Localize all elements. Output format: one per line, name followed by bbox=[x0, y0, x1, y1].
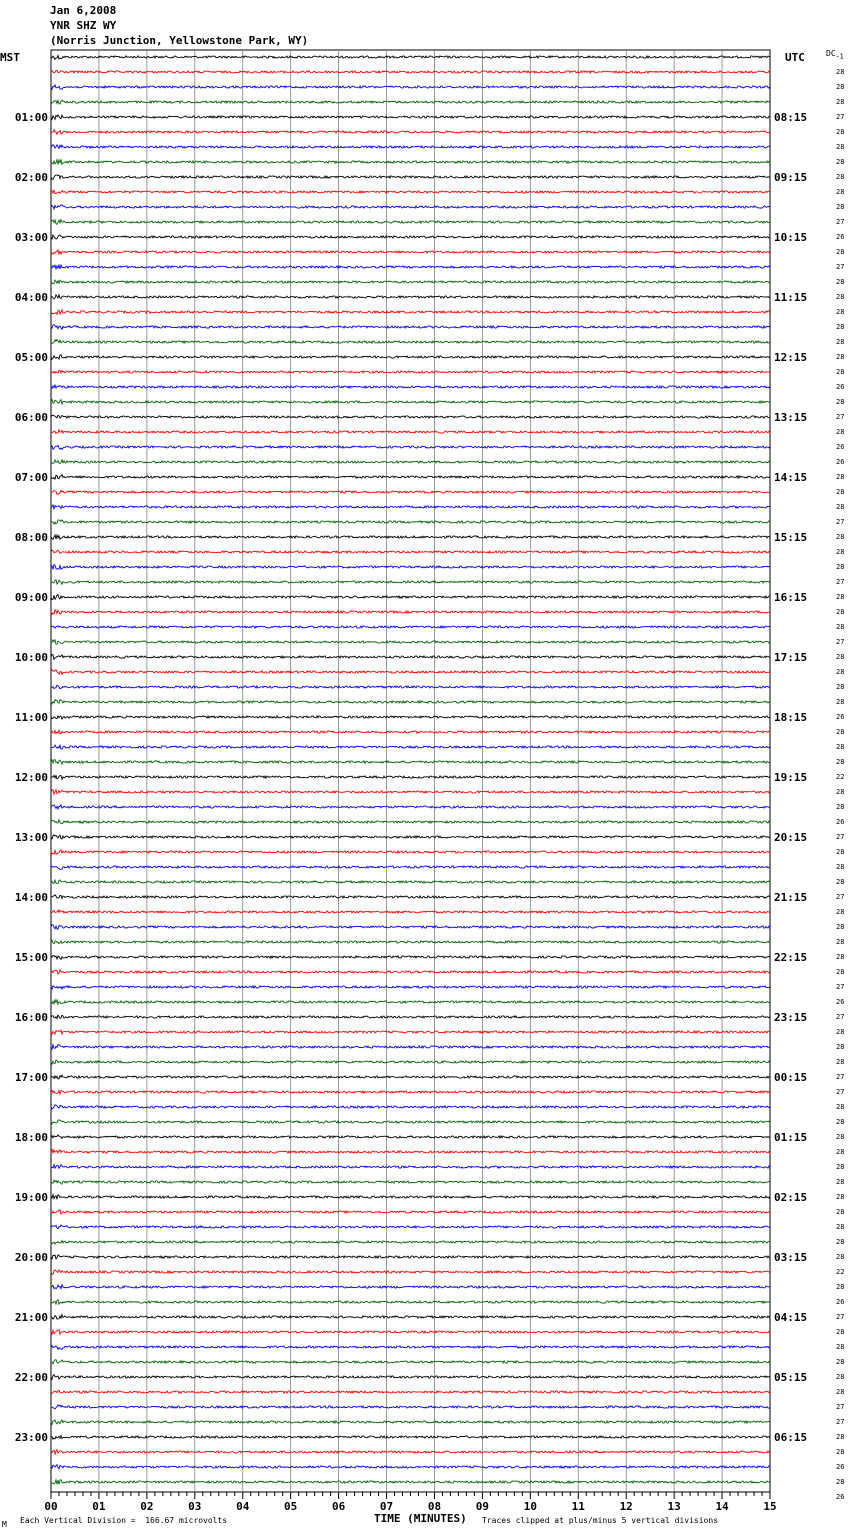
seismic-trace bbox=[51, 70, 770, 73]
right-hour-label: 04:15 bbox=[774, 1311, 808, 1324]
dc-offset-value: 26 bbox=[836, 1493, 845, 1501]
dc-offset-value: 28 bbox=[836, 173, 845, 181]
dc-offset-value: 28 bbox=[836, 278, 845, 286]
left-hour-label: 14:00 bbox=[14, 891, 48, 904]
dc-offset-value: 28 bbox=[836, 758, 845, 766]
seismic-trace bbox=[51, 115, 770, 119]
dc-offset-value: 28 bbox=[836, 128, 845, 136]
seismic-trace bbox=[51, 190, 770, 193]
x-tick-label: 08 bbox=[427, 1500, 442, 1513]
station-code: YNR SHZ WY bbox=[50, 19, 117, 32]
dc-offset-value: 26 bbox=[836, 818, 845, 826]
dc-offset-value: 28 bbox=[836, 68, 845, 76]
dc-offset-value: 28 bbox=[836, 1118, 845, 1126]
dc-offset-value: 28 bbox=[836, 398, 845, 406]
seismic-trace bbox=[51, 1480, 770, 1484]
right-hour-label: 06:15 bbox=[774, 1431, 808, 1444]
seismic-trace bbox=[51, 355, 770, 360]
seismic-trace bbox=[51, 1045, 770, 1049]
dc-offset-value: 27 bbox=[836, 893, 845, 901]
dc-offset-value: 28 bbox=[836, 188, 845, 196]
dc-offset-value: 27 bbox=[836, 263, 845, 271]
seismic-trace bbox=[51, 250, 770, 254]
dc-offset-value: 28 bbox=[836, 1043, 845, 1051]
dc-offset-value: 28 bbox=[836, 533, 845, 541]
dc-offset-value: 28 bbox=[836, 953, 845, 961]
seismic-trace bbox=[51, 895, 770, 899]
seismic-trace bbox=[51, 535, 770, 539]
seismic-trace bbox=[51, 700, 770, 704]
x-tick-label: 00 bbox=[44, 1500, 58, 1513]
seismic-trace bbox=[51, 100, 770, 104]
right-hour-label: 12:15 bbox=[774, 351, 808, 364]
left-hour-label: 12:00 bbox=[14, 771, 48, 784]
left-hour-label: 21:00 bbox=[14, 1311, 48, 1324]
dc-offset-value: 28 bbox=[836, 1103, 845, 1111]
seismic-trace bbox=[51, 310, 770, 315]
left-hour-label: 09:00 bbox=[14, 591, 48, 604]
seismic-trace bbox=[51, 610, 770, 615]
seismic-trace bbox=[51, 1390, 770, 1393]
x-tick-label: 02 bbox=[140, 1500, 154, 1513]
right-hour-label: 23:15 bbox=[774, 1011, 808, 1024]
x-tick-label: 07 bbox=[379, 1500, 394, 1513]
left-hour-label: 13:00 bbox=[14, 831, 48, 844]
seismic-trace bbox=[51, 626, 770, 628]
dc-offset-value: 28 bbox=[836, 698, 845, 706]
seismic-trace bbox=[51, 910, 770, 913]
seismic-trace bbox=[51, 940, 770, 943]
left-hour-label: 04:00 bbox=[14, 291, 48, 304]
seismic-trace bbox=[51, 595, 770, 600]
left-hour-label: 06:00 bbox=[14, 411, 48, 424]
dc-offset-value: 28 bbox=[836, 1433, 845, 1441]
x-tick-label: 09 bbox=[475, 1500, 490, 1513]
scale-text: Each Vertical Division = 166.67 microvolts bbox=[20, 1516, 228, 1525]
dc-offset-value: 28 bbox=[836, 1448, 845, 1456]
right-hour-label: 13:15 bbox=[774, 411, 808, 424]
dc-offset-value: 27 bbox=[836, 983, 845, 991]
left-hour-label: 18:00 bbox=[14, 1131, 48, 1144]
x-tick-label: 05 bbox=[284, 1500, 298, 1513]
dc-offset-value: 28 bbox=[836, 353, 845, 361]
dc-offset-value: 28 bbox=[836, 863, 845, 871]
dc-offset-value: 26 bbox=[836, 998, 845, 1006]
right-hour-label: 09:15 bbox=[774, 171, 808, 184]
dc-offset-value: 26 bbox=[836, 1463, 845, 1471]
dc-offset-value: 26 bbox=[836, 713, 845, 721]
right-hour-label: 01:15 bbox=[774, 1131, 808, 1144]
seismic-trace bbox=[51, 1195, 770, 1200]
seismic-trace bbox=[51, 1241, 770, 1245]
right-hour-label: 17:15 bbox=[774, 651, 808, 664]
right-hour-label: 05:15 bbox=[774, 1371, 808, 1384]
seismic-trace bbox=[51, 1015, 770, 1018]
seismic-trace bbox=[51, 400, 770, 405]
seismic-trace bbox=[51, 1090, 770, 1094]
dc-offset-value: 28 bbox=[836, 848, 845, 856]
station-location: (Norris Junction, Yellowstone Park, WY) bbox=[50, 34, 309, 47]
seismic-trace bbox=[51, 445, 770, 449]
seismic-trace bbox=[51, 925, 770, 930]
seismic-trace bbox=[51, 1346, 770, 1350]
seismic-trace bbox=[51, 1450, 770, 1454]
seismic-trace bbox=[51, 1180, 770, 1184]
seismic-trace bbox=[51, 1420, 770, 1424]
seismic-trace bbox=[51, 175, 770, 179]
dc-offset-value: 27 bbox=[836, 113, 845, 121]
seismic-trace bbox=[51, 866, 770, 870]
dc-offset-value: 27 bbox=[836, 1313, 845, 1321]
seismic-trace bbox=[51, 880, 770, 884]
right-timezone-label: UTC bbox=[785, 51, 805, 64]
seismic-trace bbox=[51, 1315, 770, 1320]
dc-offset-value: 27 bbox=[836, 1088, 845, 1096]
x-tick-label: 10 bbox=[523, 1500, 537, 1513]
seismic-trace bbox=[51, 550, 770, 553]
seismic-trace bbox=[51, 1270, 770, 1274]
seismic-trace bbox=[51, 790, 770, 794]
seismic-trace bbox=[51, 280, 770, 284]
seismic-trace bbox=[51, 986, 770, 989]
left-hour-label: 22:00 bbox=[14, 1371, 48, 1384]
seismic-trace bbox=[51, 490, 770, 494]
left-hour-label: 01:00 bbox=[14, 111, 48, 124]
dc-offset-value: 28 bbox=[836, 1148, 845, 1156]
dc-offset-value: 28 bbox=[836, 623, 845, 631]
seismic-trace bbox=[51, 145, 770, 149]
seismic-trace bbox=[51, 716, 770, 719]
dc-offset-value: 28 bbox=[836, 1163, 845, 1171]
dc-offset-value: 28 bbox=[836, 1253, 845, 1261]
dc-label: DC bbox=[826, 49, 836, 58]
right-hour-label: 16:15 bbox=[774, 591, 808, 604]
dc-first-value: -1 bbox=[835, 52, 844, 61]
dc-offset-value: 27 bbox=[836, 1418, 845, 1426]
seismic-trace bbox=[51, 956, 770, 960]
left-hour-label: 11:00 bbox=[14, 711, 48, 724]
dc-offset-value: 28 bbox=[836, 1328, 845, 1336]
dc-offset-value: 28 bbox=[836, 743, 845, 751]
right-hour-label: 11:15 bbox=[774, 291, 808, 304]
seismic-trace bbox=[51, 580, 770, 585]
dc-offset-value: 27 bbox=[836, 1073, 845, 1081]
dc-offset-value: 28 bbox=[836, 143, 845, 151]
seismic-trace bbox=[51, 520, 770, 524]
seismic-trace bbox=[51, 205, 770, 209]
left-hour-label: 15:00 bbox=[14, 951, 48, 964]
seismic-trace bbox=[51, 1330, 770, 1335]
dc-offset-value: 28 bbox=[836, 248, 845, 256]
dc-offset-value: 22 bbox=[836, 1268, 845, 1276]
seismic-trace bbox=[51, 655, 770, 660]
seismic-trace bbox=[51, 1150, 770, 1153]
seismic-trace bbox=[51, 1135, 770, 1139]
left-hour-label: 05:00 bbox=[14, 351, 48, 364]
seismic-trace bbox=[51, 1105, 770, 1109]
dc-offset-value: 27 bbox=[836, 833, 845, 841]
left-hour-label: 10:00 bbox=[14, 651, 48, 664]
seismic-trace bbox=[51, 130, 770, 135]
dc-offset-value: 28 bbox=[836, 1238, 845, 1246]
dc-offset-value: 26 bbox=[836, 1298, 845, 1306]
seismic-trace bbox=[51, 670, 770, 675]
dc-offset-value: 28 bbox=[836, 293, 845, 301]
seismic-trace bbox=[51, 385, 770, 388]
seismic-trace bbox=[51, 475, 770, 480]
dc-offset-value: 28 bbox=[836, 368, 845, 376]
x-tick-label: 14 bbox=[715, 1500, 729, 1513]
dc-offset-value: 28 bbox=[836, 668, 845, 676]
seismic-trace bbox=[51, 505, 770, 509]
dc-offset-value: 28 bbox=[836, 338, 845, 346]
dc-offset-value: 28 bbox=[836, 1208, 845, 1216]
right-hour-label: 22:15 bbox=[774, 951, 808, 964]
seismic-trace bbox=[51, 1120, 770, 1124]
seismic-trace bbox=[51, 685, 770, 688]
x-tick-label: 13 bbox=[667, 1500, 681, 1513]
x-tick-label: 06 bbox=[331, 1500, 346, 1513]
right-hour-label: 00:15 bbox=[774, 1071, 808, 1084]
right-hour-label: 02:15 bbox=[774, 1191, 808, 1204]
seismic-trace bbox=[51, 1405, 770, 1409]
dc-offset-value: 27 bbox=[836, 1403, 845, 1411]
dc-offset-value: 28 bbox=[836, 593, 845, 601]
seismic-trace bbox=[51, 850, 770, 854]
dc-offset-value: 28 bbox=[836, 803, 845, 811]
dc-offset-value: 28 bbox=[836, 683, 845, 691]
left-hour-label: 23:00 bbox=[14, 1431, 48, 1444]
right-hour-label: 10:15 bbox=[774, 231, 808, 244]
dc-offset-value: 27 bbox=[836, 578, 845, 586]
dc-offset-value: 28 bbox=[836, 653, 845, 661]
right-hour-label: 19:15 bbox=[774, 771, 808, 784]
dc-offset-value: 28 bbox=[836, 548, 845, 556]
seismic-trace bbox=[51, 235, 770, 239]
seismic-trace bbox=[51, 1165, 770, 1169]
corner-mark: M bbox=[2, 1520, 7, 1529]
dc-offset-value: 28 bbox=[836, 308, 845, 316]
dc-offset-value: 26 bbox=[836, 233, 845, 241]
dc-offset-value: 27 bbox=[836, 638, 845, 646]
right-hour-label: 20:15 bbox=[774, 831, 808, 844]
seismic-trace bbox=[51, 430, 770, 434]
left-timezone-label: MST bbox=[0, 51, 20, 64]
seismic-trace bbox=[51, 565, 770, 570]
left-hour-label: 07:00 bbox=[14, 471, 48, 484]
dc-offset-value: 28 bbox=[836, 83, 845, 91]
seismic-trace bbox=[51, 1300, 770, 1305]
x-tick-label: 04 bbox=[236, 1500, 250, 1513]
seismic-trace bbox=[51, 265, 770, 269]
seismic-trace bbox=[51, 295, 770, 299]
dc-offset-value: 28 bbox=[836, 473, 845, 481]
seismic-trace bbox=[51, 1060, 770, 1064]
left-hour-label: 16:00 bbox=[14, 1011, 48, 1024]
x-tick-label: 12 bbox=[619, 1500, 633, 1513]
dc-offset-value: 26 bbox=[836, 383, 845, 391]
seismic-trace bbox=[51, 370, 770, 373]
left-hour-label: 02:00 bbox=[14, 171, 48, 184]
dc-offset-value: 28 bbox=[836, 1343, 845, 1351]
seismic-trace bbox=[51, 85, 770, 90]
seismic-trace bbox=[51, 415, 770, 418]
dc-offset-value: 28 bbox=[836, 1028, 845, 1036]
dc-offset-value: 27 bbox=[836, 518, 845, 526]
dc-offset-value: 28 bbox=[836, 98, 845, 106]
dc-offset-value: 28 bbox=[836, 203, 845, 211]
dc-offset-value: 28 bbox=[836, 908, 845, 916]
dc-offset-value: 28 bbox=[836, 1388, 845, 1396]
dc-offset-value: 27 bbox=[836, 1013, 845, 1021]
seismic-trace bbox=[51, 340, 770, 344]
seismic-trace bbox=[51, 460, 770, 464]
left-hour-label: 03:00 bbox=[14, 231, 48, 244]
left-hour-label: 17:00 bbox=[14, 1071, 48, 1084]
seismic-trace bbox=[51, 160, 770, 165]
seismic-trace bbox=[51, 775, 770, 779]
x-tick-label: 11 bbox=[571, 1500, 585, 1513]
dc-offset-value: 28 bbox=[836, 488, 845, 496]
dc-offset-value: 26 bbox=[836, 458, 845, 466]
dc-offset-value: 22 bbox=[836, 773, 845, 781]
seismic-trace bbox=[51, 325, 770, 330]
dc-offset-value: 28 bbox=[836, 608, 845, 616]
seismic-trace bbox=[51, 1255, 770, 1259]
dc-offset-value: 28 bbox=[836, 1223, 845, 1231]
seismic-trace bbox=[51, 805, 770, 809]
dc-offset-value: 28 bbox=[836, 1478, 845, 1486]
seismic-trace bbox=[51, 1436, 770, 1440]
x-tick-label: 15 bbox=[763, 1500, 777, 1513]
dc-offset-value: 28 bbox=[836, 968, 845, 976]
x-tick-label: 03 bbox=[188, 1500, 202, 1513]
seismic-trace bbox=[51, 760, 770, 764]
dc-offset-value: 28 bbox=[836, 563, 845, 571]
dc-offset-value: 28 bbox=[836, 788, 845, 796]
seismic-trace bbox=[51, 1000, 770, 1005]
x-axis-title: TIME (MINUTES) bbox=[374, 1512, 467, 1525]
seismic-trace bbox=[51, 1210, 770, 1214]
seismic-trace bbox=[51, 1285, 770, 1289]
dc-offset-value: 27 bbox=[836, 413, 845, 421]
dc-offset-value: 28 bbox=[836, 1193, 845, 1201]
dc-offset-value: 28 bbox=[836, 323, 845, 331]
seismic-trace bbox=[51, 55, 770, 59]
seismic-trace bbox=[51, 640, 770, 644]
x-tick-label: 01 bbox=[92, 1500, 106, 1513]
left-hour-label: 08:00 bbox=[14, 531, 48, 544]
dc-offset-value: 28 bbox=[836, 938, 845, 946]
seismic-trace bbox=[51, 1225, 770, 1229]
dc-offset-value: 28 bbox=[836, 878, 845, 886]
seismic-trace bbox=[51, 1030, 770, 1034]
dc-offset-value: 28 bbox=[836, 503, 845, 511]
dc-offset-value: 27 bbox=[836, 218, 845, 226]
dc-offset-value: 28 bbox=[836, 1178, 845, 1186]
dc-offset-value: 28 bbox=[836, 728, 845, 736]
seismic-trace bbox=[51, 730, 770, 733]
record-date: Jan 6,2008 bbox=[50, 4, 117, 17]
right-hour-label: 03:15 bbox=[774, 1251, 808, 1264]
dc-offset-value: 28 bbox=[836, 1358, 845, 1366]
dc-offset-value: 28 bbox=[836, 428, 845, 436]
seismic-trace bbox=[51, 1375, 770, 1380]
clip-text: Traces clipped at plus/minus 5 vertical divisions bbox=[482, 1516, 719, 1525]
right-hour-label: 14:15 bbox=[774, 471, 808, 484]
dc-offset-value: 28 bbox=[836, 1373, 845, 1381]
dc-offset-value: 28 bbox=[836, 1058, 845, 1066]
left-hour-label: 19:00 bbox=[14, 1191, 48, 1204]
right-hour-label: 21:15 bbox=[774, 891, 808, 904]
seismic-trace bbox=[51, 970, 770, 974]
seismic-trace bbox=[51, 835, 770, 839]
seismic-trace bbox=[51, 220, 770, 225]
seismic-trace bbox=[51, 820, 770, 824]
seismic-trace bbox=[51, 1465, 770, 1469]
left-hour-label: 20:00 bbox=[14, 1251, 48, 1264]
dc-offset-value: 28 bbox=[836, 923, 845, 931]
dc-offset-value: 26 bbox=[836, 443, 845, 451]
right-hour-label: 18:15 bbox=[774, 711, 808, 724]
dc-offset-value: 28 bbox=[836, 158, 845, 166]
right-hour-label: 15:15 bbox=[774, 531, 808, 544]
dc-offset-value: 28 bbox=[836, 1283, 845, 1291]
seismic-trace bbox=[51, 1360, 770, 1364]
dc-offset-value: 28 bbox=[836, 1133, 845, 1141]
right-hour-label: 08:15 bbox=[774, 111, 808, 124]
seismic-trace bbox=[51, 745, 770, 749]
seismic-trace bbox=[51, 1075, 770, 1079]
